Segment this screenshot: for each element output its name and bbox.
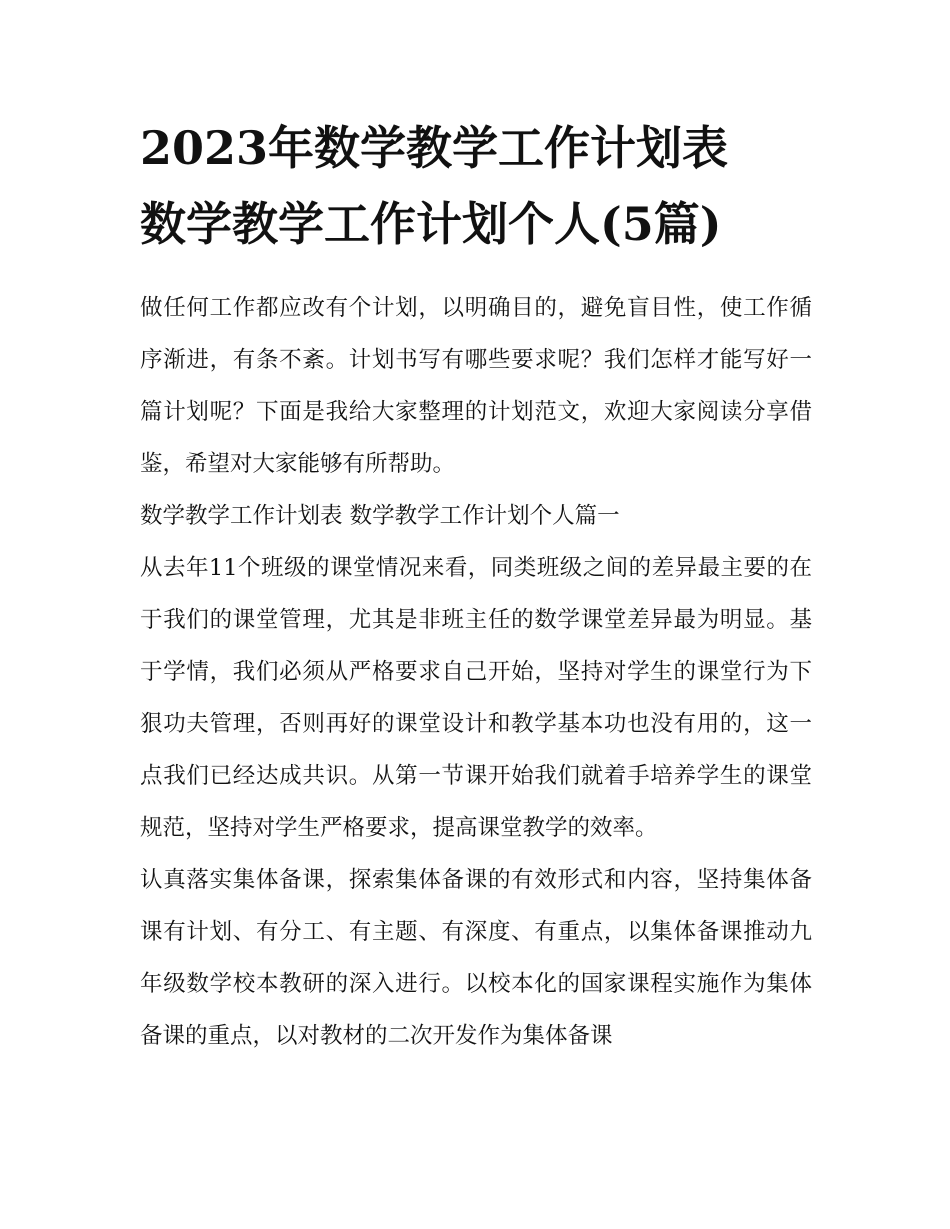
document-title-line-1: 2023年数学教学工作计划表	[140, 121, 729, 175]
document-body	[140, 282, 812, 1062]
body-paragraph-1: 从去年11个班级的课堂情况来看，同类班级之间的差异最主要的在于我们的课堂管理，尤其是非班主任的数学课堂差异最为明显。基于学情，我们必须从严格要求自己开始，坚持对学生的课堂行为下狠功夫管理，否则再好的课堂设计和教学基本功也没有用的，这一点我们已经达成共识。从第一节课开始我们就着手培养学生的课堂规范，坚持对学生严格要求，提高课堂教学的效率。	[140, 555, 812, 841]
intro-paragraph: 做任何工作都应改有个计划，以明确目的，避免盲目性，使工作循序渐进，有条不紊。计划书写有哪些要求呢？我们怎样才能写好一篇计划呢？下面是我给大家整理的计划范文，欢迎大家阅读分享借鉴，希望对大家能够有所帮助。	[140, 295, 812, 477]
document-title-line-2: 数学教学工作计划个人(5篇)	[140, 197, 722, 251]
section-heading: 数学教学工作计划表 数学教学工作计划个人篇一	[140, 503, 620, 529]
body-paragraph-2: 认真落实集体备课，探索集体备课的有效形式和内容，坚持集体备课有计划、有分工、有主题、有深度、有重点，以集体备课推动九年级数学校本教研的深入进行。以校本化的国家课程实施作为集体备课的重点，以对教材的二次开发作为集体备课	[140, 867, 812, 1049]
